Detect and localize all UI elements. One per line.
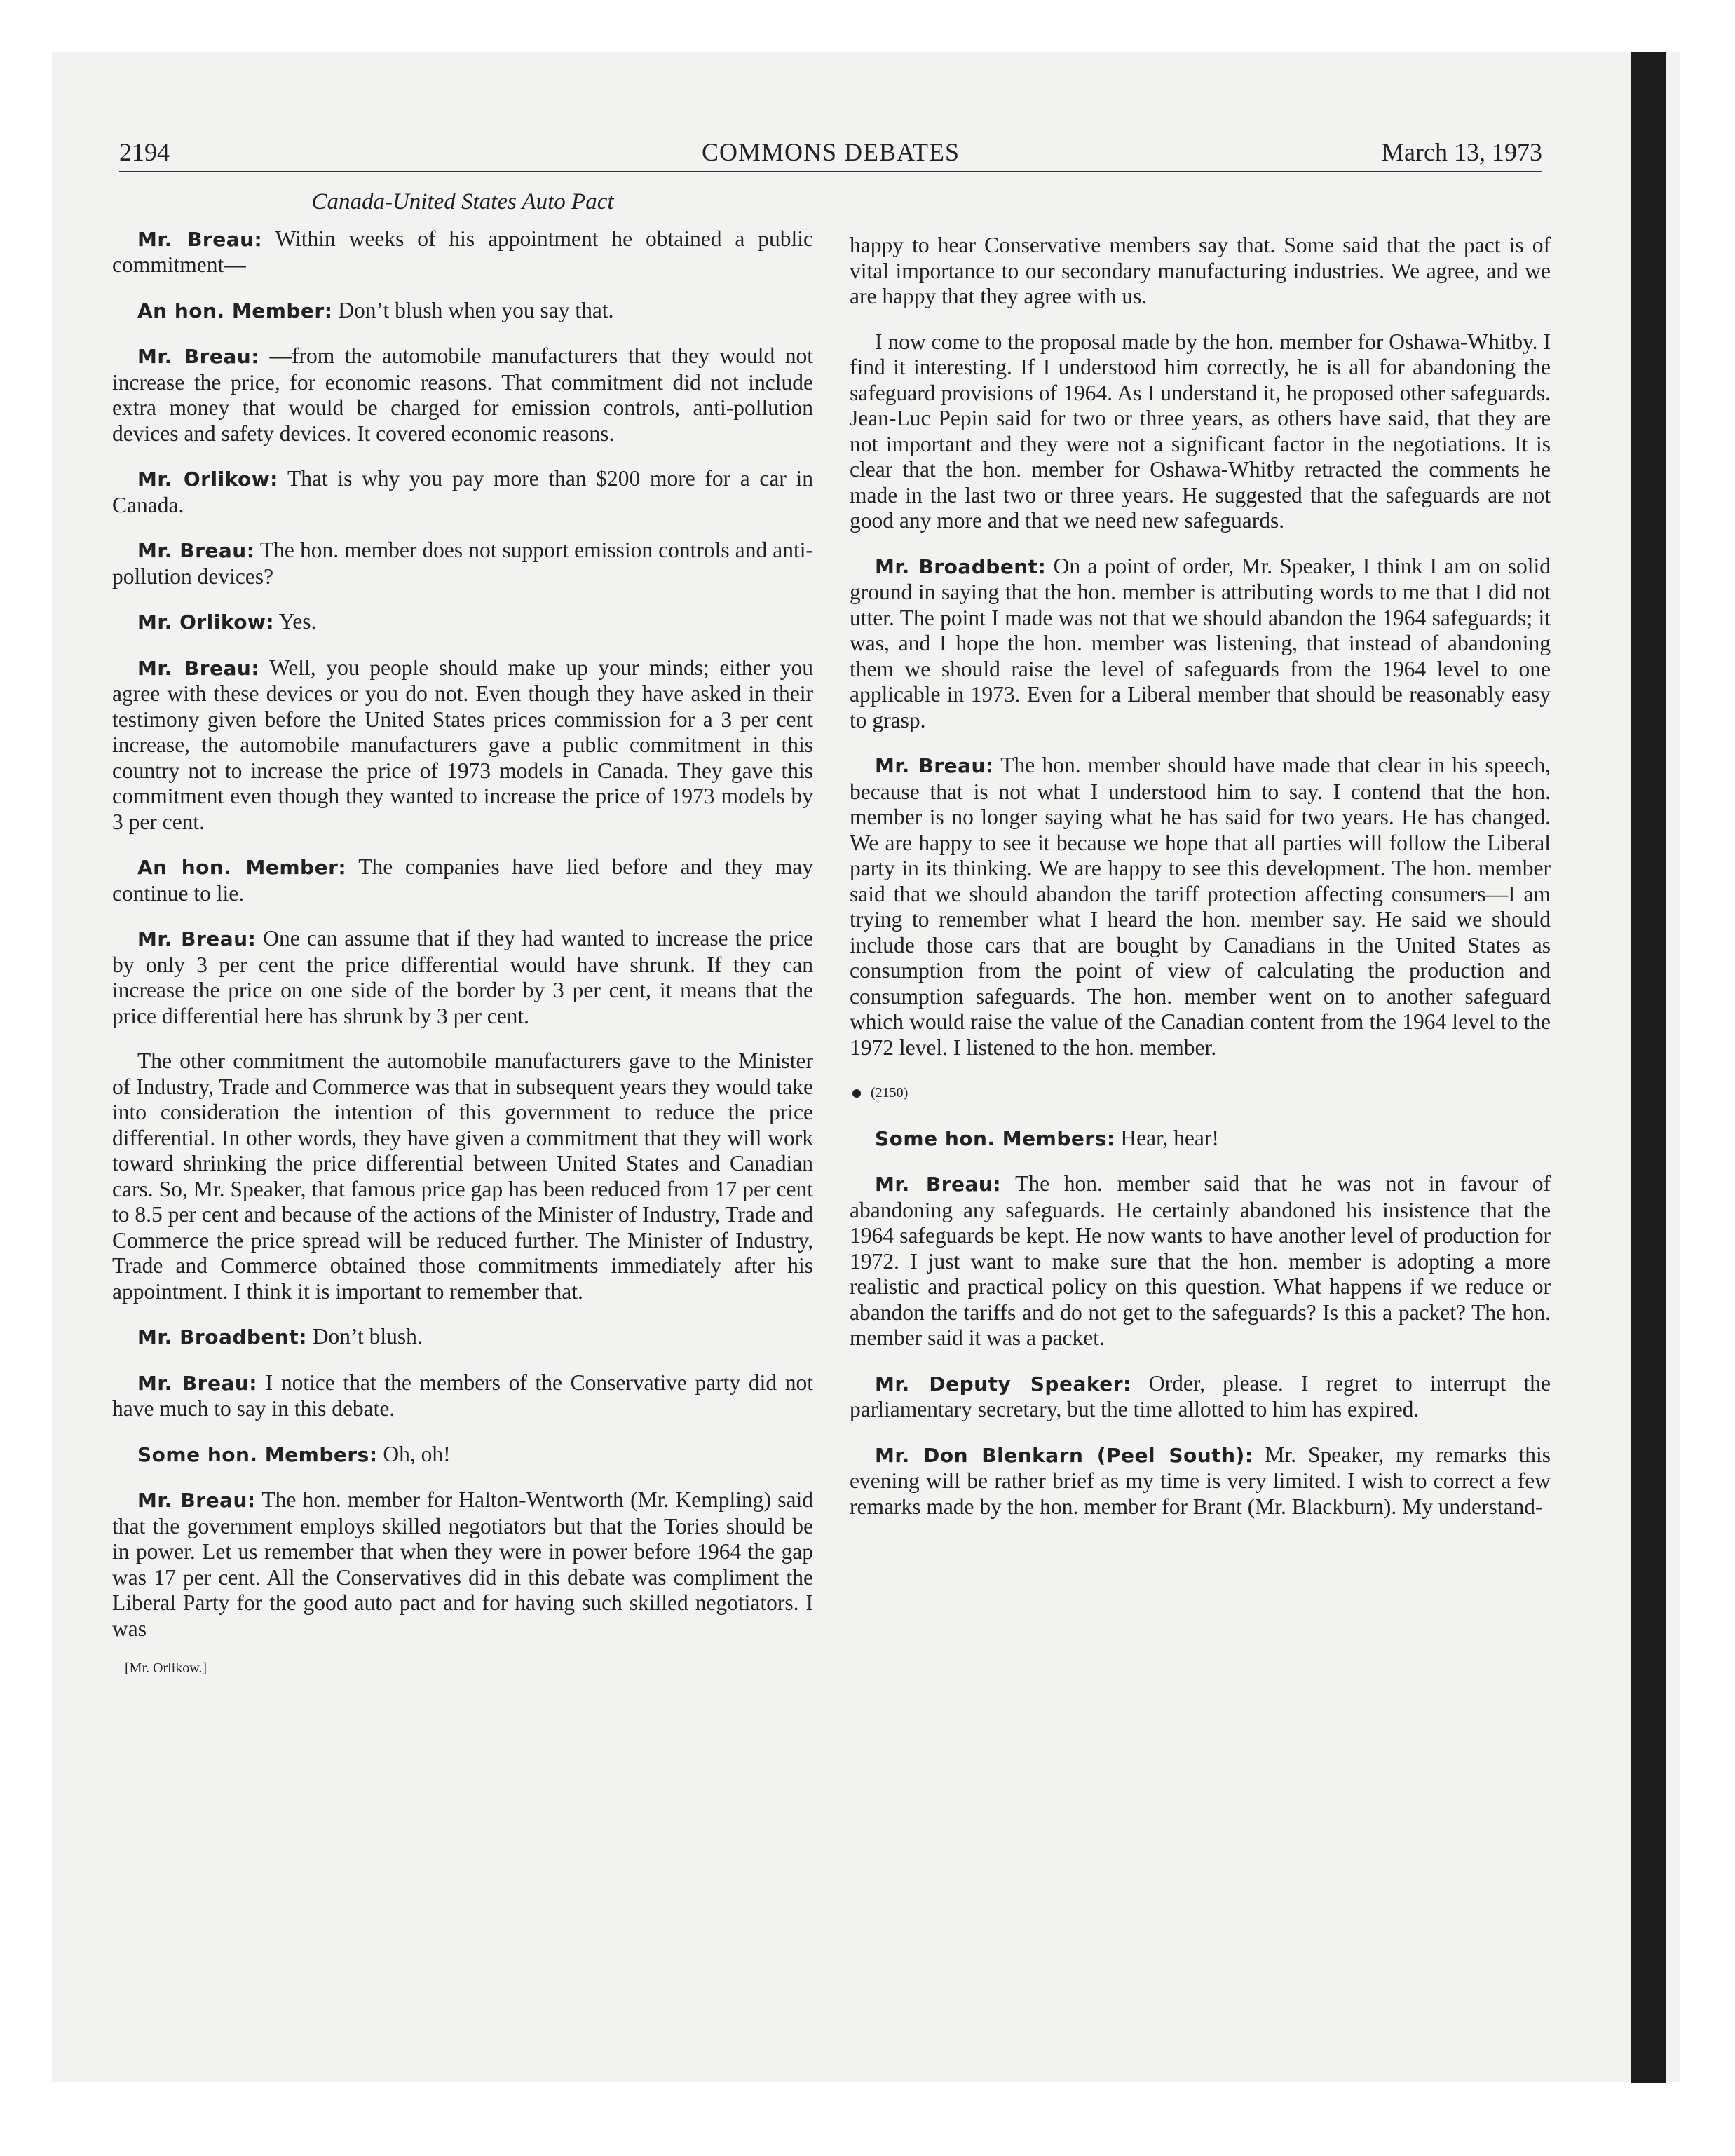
debate-paragraph bbox=[112, 1487, 813, 1642]
scan-edge-bar bbox=[1631, 52, 1666, 2083]
debate-paragraph bbox=[850, 329, 1551, 534]
speech-text: I notice that the members of the Conservative party did not have much to say in this debate. bbox=[112, 1370, 813, 1421]
debate-paragraph bbox=[112, 1049, 813, 1304]
debate-paragraph bbox=[850, 1171, 1551, 1351]
speech-text: Mr. Speaker, my remarks this evening will be rather brief as my time is very limited. I wish to correct a few remarks made by the hon. member for Brant (Mr. Blackburn). My understand- bbox=[850, 1442, 1551, 1519]
speech-text: Don’t blush when you say that. bbox=[338, 297, 614, 322]
speaker-name: An hon. Member: bbox=[137, 299, 333, 322]
speaker-name: Mr. Breau: bbox=[137, 927, 257, 950]
speech-text: Hear, hear! bbox=[1120, 1125, 1219, 1150]
right-paragraphs-before bbox=[850, 233, 1551, 1060]
speech-text: The hon. member should have made that clear in his speech, because that is not what I understood him to say. I contend that the hon. member is no longer saying what he has said for two years. He has changed. We are happy to see it because we hope that all parties will follow the Liberal party in its thinking. We are happy to see this development. The hon. member said that we should abandon the tariff protection affecting consumers—I am trying to remember what I heard the hon. member say. He said we should include those cars that are bought by Canadians in the United States as consumption from the point of view of calculating the production and consumption safeguards. The hon. member went on to another safeguard which would raise the value of the Canadian content from the 1964 level to the 1972 level. I listened to the hon. member. bbox=[850, 753, 1551, 1060]
speech-text: Within weeks of his appointment he obtained a public commitment— bbox=[112, 226, 814, 277]
bullet-icon bbox=[852, 1089, 861, 1098]
debate-paragraph bbox=[850, 753, 1551, 1060]
debate-paragraph bbox=[112, 538, 813, 589]
speaker-name: Mr. Orlikow: bbox=[137, 468, 278, 491]
speech-text: The hon. member for Halton-Wentworth (Mr. Kempling) said that the government employs skilled negotiators but that the Tories should be in power. Let us remember that when they were in power before 1964 the gap was 17 per cent. All the Conservatives did in this debate was compliment the Liberal Party for the good auto pact and for having such skilled negotiators. I was bbox=[112, 1487, 813, 1641]
speaker-name: Mr. Breau: bbox=[137, 1371, 258, 1395]
speaker-name: Mr. Broadbent: bbox=[137, 1325, 307, 1349]
speaker-name: Mr. Breau: bbox=[875, 1173, 1002, 1196]
speaker-name: Mr. Broadbent: bbox=[875, 554, 1047, 578]
speech-text: Don’t blush. bbox=[312, 1324, 423, 1349]
debate-paragraph bbox=[850, 1442, 1551, 1520]
speech-text: The other commitment the automobile manufacturers gave to the Minister of Industry, Trade and Commerce was that in subsequent years they would take into consideration the intention of this government to reduce the price differential. In other words, they have given a commitment that they will work toward shrinking the price differential between United States and Canadian cars. So, Mr. Speaker, that famous price gap has been reduced from 17 per cent to 8.5 per cent and because of the actions of the Minister of Industry, Trade and Commerce the price spread will be reduced further. The Minister of Industry, Trade and Commerce obtained those commitments immediately after his appointment. I think it is important to remember that. bbox=[112, 1049, 813, 1304]
debate-paragraph bbox=[112, 655, 813, 835]
debate-paragraph bbox=[112, 226, 813, 278]
speaker-name: An hon. Member: bbox=[137, 856, 347, 879]
speech-text: Oh, oh! bbox=[383, 1441, 451, 1466]
page-header bbox=[119, 137, 1542, 172]
speech-text: That is why you pay more than $200 more for a car in Canada. bbox=[112, 466, 814, 517]
speaker-name: Mr. Breau: bbox=[875, 754, 994, 777]
speaker-reference: [Mr. Orlikow.] bbox=[125, 1660, 207, 1676]
debate-paragraph bbox=[112, 1324, 813, 1351]
time-mark bbox=[852, 1080, 1551, 1106]
speaker-name: Some hon. Members: bbox=[875, 1126, 1115, 1150]
debate-paragraph bbox=[112, 1442, 813, 1468]
left-column bbox=[112, 189, 813, 1681]
debate-paragraph bbox=[850, 233, 1551, 310]
speech-text: Order, please. I regret to interrupt the parliamentary secretary, but the time allotted to him has expired. bbox=[850, 1370, 1551, 1421]
right-column bbox=[850, 233, 1551, 1539]
page-number: 2194 bbox=[119, 138, 170, 166]
debate-paragraph bbox=[850, 1371, 1551, 1423]
speech-text: One can assume that if they had wanted to increase the price by only 3 per cent the price differential would have shrunk. If they can increase the price on one side of the border by 3 per cent, it means that the price differential here has shrunk by 3 per cent. bbox=[112, 926, 813, 1028]
debate-paragraph bbox=[850, 554, 1551, 734]
speaker-name: Mr. Orlikow: bbox=[137, 610, 275, 634]
section-subhead: Canada-United States Auto Pact bbox=[311, 189, 614, 214]
speech-text: happy to hear Conservative members say that. Some said that the pact is of vital importance to our secondary manufacturing industries. We agree, and we are happy that they agree with us. bbox=[850, 233, 1551, 308]
speech-text: Well, you people should make up your minds; either you agree with these devices or you do not. Even though they have asked in their testimony given before the United States prices commission for a 3 per cent increase, the automobile manufacturers gave a public commitment in this country not to increase the price of 1973 models in Canada. They gave this commitment even though they wanted to increase the price of 1973 models by 3 per cent. bbox=[112, 655, 813, 834]
speech-text: Yes. bbox=[278, 609, 317, 634]
speaker-name: Mr. Breau: bbox=[137, 539, 255, 562]
speech-text: The hon. member said that he was not in favour of abandoning any safeguards. He certainly abandoned his insistence that the 1964 safeguards be kept. He now wants to have another level of production for 1972. I just want to make sure that the hon. member is adopting a more realistic and practical policy on this question. What happens if we reduce or abandon the tariffs and do not get to the safeguards? Is this a packet? The hon. member said it was a packet. bbox=[850, 1171, 1551, 1350]
debate-paragraph bbox=[112, 926, 813, 1029]
debate-paragraph bbox=[850, 1126, 1551, 1152]
speaker-name: Mr. Breau: bbox=[137, 345, 259, 368]
speech-text: —from the automobile manufacturers that they would not increase the price, for economic reasons. That commitment did not include extra money that would be charged for emission controls, anti-pollution devices and safety devices. It covered economic reasons. bbox=[112, 343, 814, 446]
debate-paragraph bbox=[112, 609, 813, 636]
speaker-name: Mr. Breau: bbox=[137, 656, 260, 680]
speaker-name: Mr. Breau: bbox=[137, 1489, 256, 1512]
left-paragraphs bbox=[112, 226, 813, 1642]
speaker-name: Some hon. Members: bbox=[137, 1442, 378, 1466]
right-paragraphs-after bbox=[850, 1126, 1551, 1520]
speech-text: The companies have lied before and they may continue to lie. bbox=[112, 854, 814, 906]
speaker-name: Mr. Breau: bbox=[137, 227, 263, 251]
publication-date: March 13, 1973 bbox=[1382, 138, 1542, 166]
speech-text: I now come to the proposal made by the hon. member for Oshawa-Whitby. I find it interesting. If I understood him correctly, he is all for abandoning the safeguard provisions of 1964. As I understand it, he proposed other safeguards. Jean-Luc Pepin said for two or three years, as others have said, that they are not important and they were not a significant factor in the negotiations. It is clear that the hon. member for Oshawa-Whitby retracted the comments he made in the last two or three years. He suggested that the safeguards are not good any more and that we need new safeguards. bbox=[850, 329, 1551, 533]
debate-paragraph bbox=[112, 298, 813, 325]
speaker-name: Mr. Deputy Speaker: bbox=[875, 1372, 1131, 1396]
debate-paragraph bbox=[112, 343, 813, 446]
speaker-name: Mr. Don Blenkarn (Peel South): bbox=[875, 1443, 1253, 1467]
time-mark-text: (2150) bbox=[871, 1085, 909, 1100]
speech-text: On a point of order, Mr. Speaker, I think I am on solid ground in saying that the hon. member is attributing words to me that I did not utter. The point I made was not that we should abandon the 1964 safeguards; it was, and I hope the hon. member was listening, that instead of abandoning them we should raise the level of safeguards from the 1964 level to one applicable in 1973. Even for a Liberal member that should be reasonably easy to grasp. bbox=[850, 553, 1551, 732]
publication-title: COMMONS DEBATES bbox=[701, 138, 960, 166]
debate-paragraph bbox=[112, 854, 813, 906]
debate-paragraph bbox=[112, 1370, 813, 1422]
speech-text: The hon. member does not support emission controls and anti-pollution devices? bbox=[112, 538, 813, 589]
debate-paragraph bbox=[112, 466, 813, 518]
